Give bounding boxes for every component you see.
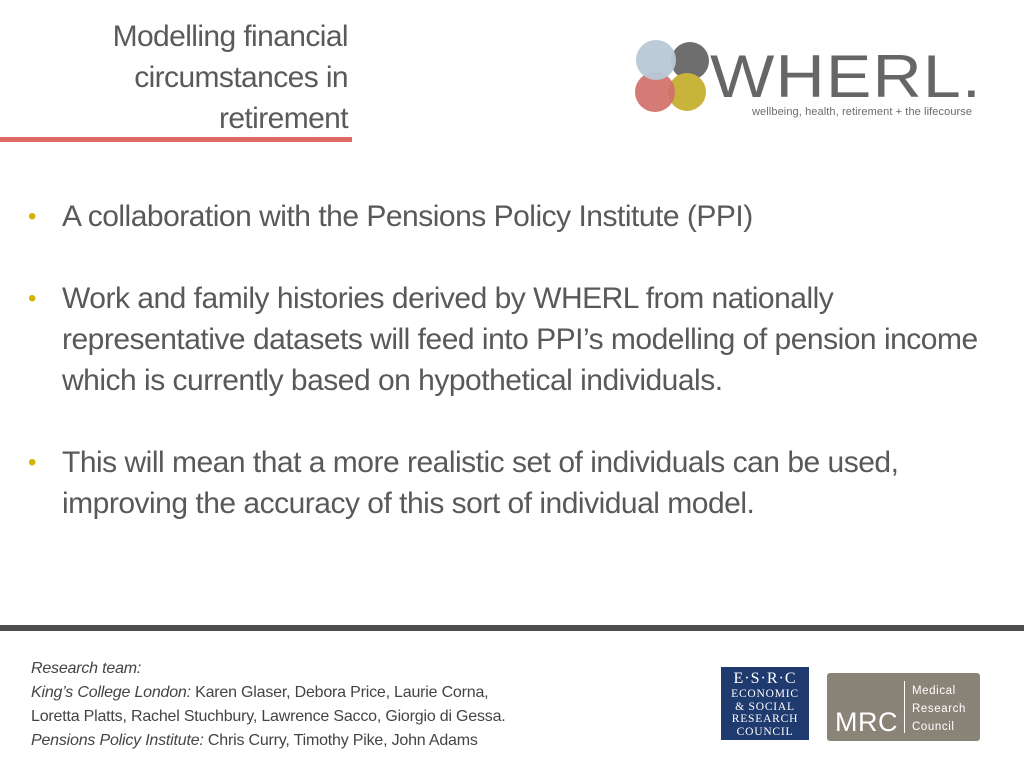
esrc-line: & SOCIAL: [735, 700, 795, 713]
research-team-label: Research team:: [31, 660, 142, 677]
logo-tagline: wellbeing, health, retirement + the lifecourse: [752, 106, 973, 118]
kcl-label: King’s College London:: [31, 684, 191, 701]
esrc-line: RESEARCH: [731, 713, 799, 725]
title-line: retirement: [218, 102, 348, 135]
mrc-abbreviation: MRC: [835, 707, 898, 737]
kcl-members: Karen Glaser, Debora Price, Laurie Corna,: [190, 684, 489, 701]
bullet-text: A collaboration with the Pensions Policy Institute (PPI): [62, 200, 753, 233]
bullet-dot-icon: •: [28, 203, 36, 230]
title-underline: [0, 137, 352, 142]
title-line: Modelling financial: [112, 20, 348, 53]
mrc-line: Medical: [912, 685, 956, 697]
bullet-text: This will mean that a more realistic set of individuals can be used, improving the accuracy of this sort of individual model.: [62, 446, 899, 520]
title-line: circumstances in: [134, 61, 348, 94]
esrc-abbreviation: E·S·R·C: [733, 670, 797, 687]
bullet-item: [28, 196, 978, 237]
esrc-line: ECONOMIC: [731, 688, 799, 700]
mrc-line: Research: [912, 703, 967, 715]
ppi-members: Chris Curry, Timothy Pike, John Adams: [203, 732, 478, 749]
footer-divider: [0, 625, 1024, 631]
research-team-credits: [31, 657, 506, 753]
esrc-logo: [721, 667, 809, 740]
mrc-divider: [904, 681, 905, 733]
kcl-members-continued: Loretta Platts, Rachel Stuchbury, Lawrence Sacco, Giorgio di Gessa.: [31, 708, 506, 725]
esrc-line: COUNCIL: [736, 725, 794, 738]
logo-circle-blue: [636, 40, 676, 80]
bullet-dot-icon: •: [28, 285, 36, 312]
ppi-label: Pensions Policy Institute:: [31, 732, 204, 749]
bullet-list: [28, 196, 978, 565]
mrc-line: Council: [912, 721, 955, 733]
slide-title: [28, 16, 348, 139]
mrc-logo: [827, 673, 980, 741]
bullet-dot-icon: •: [28, 449, 36, 476]
bullet-text: Work and family histories derived by WHERL from nationally representative datasets will feed into PPI’s modelling of pension income which is currently based on hypothetical individuals.: [62, 282, 978, 397]
mrc-name: [912, 682, 966, 736]
logo-wordmark: WHERL.: [710, 43, 982, 110]
bullet-item: [28, 442, 978, 524]
bullet-item: [28, 278, 978, 401]
